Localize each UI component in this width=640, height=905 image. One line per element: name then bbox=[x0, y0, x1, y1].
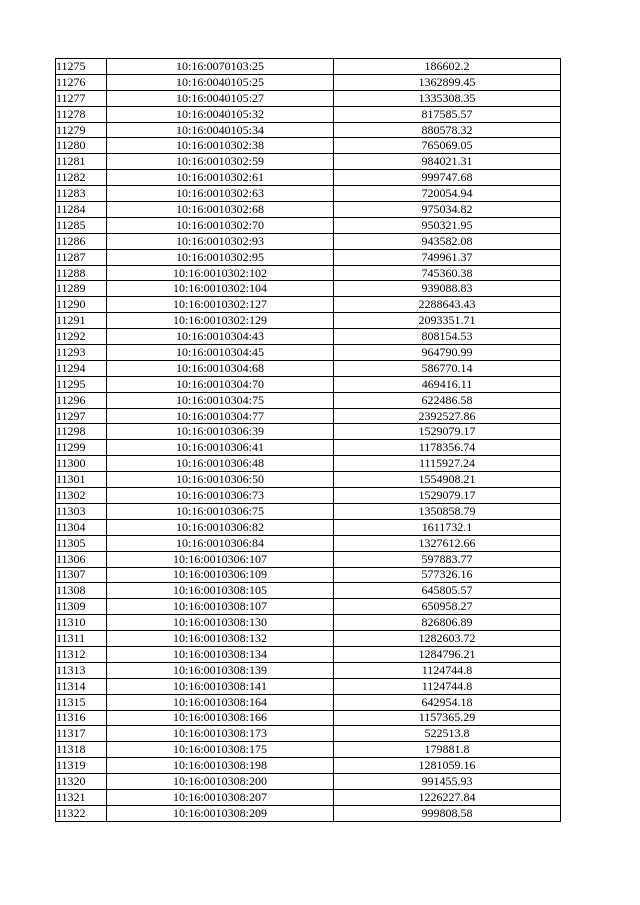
table-row bbox=[56, 567, 561, 583]
table-row bbox=[56, 472, 561, 488]
value-cell: 642954.18 bbox=[334, 694, 561, 710]
row-number-cell: 11292 bbox=[56, 329, 107, 345]
cadastral-number-cell: 10:16:0010302:59 bbox=[107, 154, 334, 170]
cadastral-number-cell: 10:16:0070103:25 bbox=[107, 59, 334, 75]
row-number-cell: 11293 bbox=[56, 345, 107, 361]
table-row bbox=[56, 710, 561, 726]
cadastral-number-cell: 10:16:0010306:48 bbox=[107, 456, 334, 472]
row-number-cell: 11322 bbox=[56, 805, 107, 821]
value-cell: 749961.37 bbox=[334, 249, 561, 265]
cadastral-number-cell: 10:16:0010306:73 bbox=[107, 488, 334, 504]
cadastral-number-cell: 10:16:0010308:164 bbox=[107, 694, 334, 710]
row-number-cell: 11321 bbox=[56, 789, 107, 805]
cadastral-number-cell: 10:16:0010304:43 bbox=[107, 329, 334, 345]
row-number-cell: 11289 bbox=[56, 281, 107, 297]
cadastral-number-cell: 10:16:0010304:45 bbox=[107, 345, 334, 361]
cadastral-number-cell: 10:16:0010308:107 bbox=[107, 599, 334, 615]
cadastral-number-cell: 10:16:0010308:209 bbox=[107, 805, 334, 821]
row-number-cell: 11319 bbox=[56, 758, 107, 774]
row-number-cell: 11294 bbox=[56, 360, 107, 376]
cadastral-number-cell: 10:16:0010304:70 bbox=[107, 376, 334, 392]
value-cell: 1157365.29 bbox=[334, 710, 561, 726]
value-cell: 1362899.45 bbox=[334, 74, 561, 90]
row-number-cell: 11290 bbox=[56, 297, 107, 313]
cadastral-number-cell: 10:16:0010306:50 bbox=[107, 472, 334, 488]
value-cell: 1284796.21 bbox=[334, 646, 561, 662]
table-row bbox=[56, 599, 561, 615]
value-cell: 650958.27 bbox=[334, 599, 561, 615]
row-number-cell: 11276 bbox=[56, 74, 107, 90]
row-number-cell: 11311 bbox=[56, 631, 107, 647]
row-number-cell: 11315 bbox=[56, 694, 107, 710]
value-cell: 2392527.86 bbox=[334, 408, 561, 424]
value-cell: 186602.2 bbox=[334, 59, 561, 75]
row-number-cell: 11314 bbox=[56, 678, 107, 694]
value-cell: 745360.38 bbox=[334, 265, 561, 281]
row-number-cell: 11305 bbox=[56, 535, 107, 551]
row-number-cell: 11320 bbox=[56, 774, 107, 790]
table-row bbox=[56, 789, 561, 805]
value-cell: 586770.14 bbox=[334, 360, 561, 376]
value-cell: 645805.57 bbox=[334, 583, 561, 599]
row-number-cell: 11303 bbox=[56, 503, 107, 519]
cadastral-number-cell: 10:16:0010302:127 bbox=[107, 297, 334, 313]
value-cell: 1124744.8 bbox=[334, 678, 561, 694]
row-number-cell: 11316 bbox=[56, 710, 107, 726]
value-cell: 950321.95 bbox=[334, 217, 561, 233]
table-row bbox=[56, 217, 561, 233]
row-number-cell: 11299 bbox=[56, 440, 107, 456]
value-cell: 1124744.8 bbox=[334, 662, 561, 678]
value-cell: 1282603.72 bbox=[334, 631, 561, 647]
cadastral-number-cell: 10:16:0010302:70 bbox=[107, 217, 334, 233]
value-cell: 999808.58 bbox=[334, 805, 561, 821]
cadastral-number-cell: 10:16:0010304:75 bbox=[107, 392, 334, 408]
row-number-cell: 11278 bbox=[56, 106, 107, 122]
cadastral-number-cell: 10:16:0010302:102 bbox=[107, 265, 334, 281]
value-cell: 1350858.79 bbox=[334, 503, 561, 519]
cadastral-number-cell: 10:16:0040105:32 bbox=[107, 106, 334, 122]
value-cell: 1327612.66 bbox=[334, 535, 561, 551]
row-number-cell: 11283 bbox=[56, 186, 107, 202]
value-cell: 179881.8 bbox=[334, 742, 561, 758]
table-row bbox=[56, 662, 561, 678]
cadastral-number-cell: 10:16:0010308:130 bbox=[107, 615, 334, 631]
cadastral-number-cell: 10:16:0010308:105 bbox=[107, 583, 334, 599]
value-cell: 1529079.17 bbox=[334, 488, 561, 504]
cadastral-number-cell: 10:16:0010306:82 bbox=[107, 519, 334, 535]
row-number-cell: 11309 bbox=[56, 599, 107, 615]
row-number-cell: 11279 bbox=[56, 122, 107, 138]
cadastral-number-cell: 10:16:0010302:129 bbox=[107, 313, 334, 329]
table-row bbox=[56, 805, 561, 821]
cadastral-number-cell: 10:16:0010308:175 bbox=[107, 742, 334, 758]
table-row bbox=[56, 758, 561, 774]
table-row bbox=[56, 726, 561, 742]
value-cell: 964790.99 bbox=[334, 345, 561, 361]
row-number-cell: 11302 bbox=[56, 488, 107, 504]
table-row bbox=[56, 646, 561, 662]
row-number-cell: 11318 bbox=[56, 742, 107, 758]
cadastral-number-cell: 10:16:0010308:141 bbox=[107, 678, 334, 694]
row-number-cell: 11313 bbox=[56, 662, 107, 678]
table-row bbox=[56, 154, 561, 170]
table-row bbox=[56, 59, 561, 75]
cadastral-number-cell: 10:16:0010308:139 bbox=[107, 662, 334, 678]
row-number-cell: 11285 bbox=[56, 217, 107, 233]
table-row bbox=[56, 424, 561, 440]
cadastral-number-cell: 10:16:0010306:41 bbox=[107, 440, 334, 456]
cadastral-number-cell: 10:16:0010306:84 bbox=[107, 535, 334, 551]
value-cell: 469416.11 bbox=[334, 376, 561, 392]
table-row bbox=[56, 583, 561, 599]
table-row bbox=[56, 360, 561, 376]
cadastral-number-cell: 10:16:0010302:63 bbox=[107, 186, 334, 202]
row-number-cell: 11284 bbox=[56, 202, 107, 218]
value-cell: 1335308.35 bbox=[334, 90, 561, 106]
row-number-cell: 11300 bbox=[56, 456, 107, 472]
value-cell: 1529079.17 bbox=[334, 424, 561, 440]
table-row bbox=[56, 186, 561, 202]
row-number-cell: 11282 bbox=[56, 170, 107, 186]
table-row bbox=[56, 202, 561, 218]
value-cell: 975034.82 bbox=[334, 202, 561, 218]
cadastral-number-cell: 10:16:0010304:68 bbox=[107, 360, 334, 376]
row-number-cell: 11291 bbox=[56, 313, 107, 329]
row-number-cell: 11288 bbox=[56, 265, 107, 281]
cadastral-value-table bbox=[55, 58, 561, 822]
value-cell: 826806.89 bbox=[334, 615, 561, 631]
cadastral-number-cell: 10:16:0010302:68 bbox=[107, 202, 334, 218]
table-row bbox=[56, 74, 561, 90]
cadastral-number-cell: 10:16:0010302:104 bbox=[107, 281, 334, 297]
cadastral-number-cell: 10:16:0010308:173 bbox=[107, 726, 334, 742]
table-row bbox=[56, 329, 561, 345]
table-row bbox=[56, 376, 561, 392]
value-cell: 880578.32 bbox=[334, 122, 561, 138]
cadastral-number-cell: 10:16:0040105:34 bbox=[107, 122, 334, 138]
table-row bbox=[56, 313, 561, 329]
table-row bbox=[56, 249, 561, 265]
row-number-cell: 11286 bbox=[56, 233, 107, 249]
value-cell: 597883.77 bbox=[334, 551, 561, 567]
table-row bbox=[56, 106, 561, 122]
table-row bbox=[56, 440, 561, 456]
table-row bbox=[56, 503, 561, 519]
value-cell: 720054.94 bbox=[334, 186, 561, 202]
table-row bbox=[56, 122, 561, 138]
table-row bbox=[56, 138, 561, 154]
table-row bbox=[56, 170, 561, 186]
table-row bbox=[56, 631, 561, 647]
row-number-cell: 11275 bbox=[56, 59, 107, 75]
cadastral-number-cell: 10:16:0010306:107 bbox=[107, 551, 334, 567]
cadastral-number-cell: 10:16:0040105:25 bbox=[107, 74, 334, 90]
cadastral-number-cell: 10:16:0010308:134 bbox=[107, 646, 334, 662]
row-number-cell: 11297 bbox=[56, 408, 107, 424]
row-number-cell: 11312 bbox=[56, 646, 107, 662]
row-number-cell: 11317 bbox=[56, 726, 107, 742]
value-cell: 765069.05 bbox=[334, 138, 561, 154]
cadastral-number-cell: 10:16:0010302:93 bbox=[107, 233, 334, 249]
cadastral-number-cell: 10:16:0010308:166 bbox=[107, 710, 334, 726]
table-row bbox=[56, 345, 561, 361]
row-number-cell: 11296 bbox=[56, 392, 107, 408]
value-cell: 1554908.21 bbox=[334, 472, 561, 488]
table-body bbox=[56, 59, 561, 822]
value-cell: 2288643.43 bbox=[334, 297, 561, 313]
row-number-cell: 11307 bbox=[56, 567, 107, 583]
row-number-cell: 11301 bbox=[56, 472, 107, 488]
value-cell: 1226227.84 bbox=[334, 789, 561, 805]
value-cell: 939088.83 bbox=[334, 281, 561, 297]
cadastral-number-cell: 10:16:0010302:61 bbox=[107, 170, 334, 186]
cadastral-number-cell: 10:16:0010306:109 bbox=[107, 567, 334, 583]
value-cell: 522513.8 bbox=[334, 726, 561, 742]
table-row bbox=[56, 265, 561, 281]
row-number-cell: 11298 bbox=[56, 424, 107, 440]
cadastral-number-cell: 10:16:0010308:132 bbox=[107, 631, 334, 647]
value-cell: 817585.57 bbox=[334, 106, 561, 122]
value-cell: 577326.16 bbox=[334, 567, 561, 583]
row-number-cell: 11281 bbox=[56, 154, 107, 170]
table-row bbox=[56, 456, 561, 472]
value-cell: 2093351.71 bbox=[334, 313, 561, 329]
row-number-cell: 11304 bbox=[56, 519, 107, 535]
table-row bbox=[56, 519, 561, 535]
table-row bbox=[56, 535, 561, 551]
table-row bbox=[56, 233, 561, 249]
value-cell: 991455.93 bbox=[334, 774, 561, 790]
table-row bbox=[56, 90, 561, 106]
table-row bbox=[56, 678, 561, 694]
value-cell: 984021.31 bbox=[334, 154, 561, 170]
table-row bbox=[56, 297, 561, 313]
value-cell: 808154.53 bbox=[334, 329, 561, 345]
table-row bbox=[56, 742, 561, 758]
value-cell: 999747.68 bbox=[334, 170, 561, 186]
value-cell: 1178356.74 bbox=[334, 440, 561, 456]
table-row bbox=[56, 551, 561, 567]
table-row bbox=[56, 281, 561, 297]
cadastral-number-cell: 10:16:0010306:75 bbox=[107, 503, 334, 519]
table-row bbox=[56, 694, 561, 710]
value-cell: 1115927.24 bbox=[334, 456, 561, 472]
row-number-cell: 11306 bbox=[56, 551, 107, 567]
cadastral-number-cell: 10:16:0010306:39 bbox=[107, 424, 334, 440]
value-cell: 943582.08 bbox=[334, 233, 561, 249]
table-row bbox=[56, 408, 561, 424]
cadastral-number-cell: 10:16:0010308:200 bbox=[107, 774, 334, 790]
row-number-cell: 11277 bbox=[56, 90, 107, 106]
row-number-cell: 11308 bbox=[56, 583, 107, 599]
row-number-cell: 11287 bbox=[56, 249, 107, 265]
cadastral-number-cell: 10:16:0010308:198 bbox=[107, 758, 334, 774]
value-cell: 1281059.16 bbox=[334, 758, 561, 774]
cadastral-number-cell: 10:16:0010304:77 bbox=[107, 408, 334, 424]
cadastral-number-cell: 10:16:0040105:27 bbox=[107, 90, 334, 106]
cadastral-number-cell: 10:16:0010308:207 bbox=[107, 789, 334, 805]
table-row bbox=[56, 392, 561, 408]
row-number-cell: 11310 bbox=[56, 615, 107, 631]
value-cell: 1611732.1 bbox=[334, 519, 561, 535]
table-row bbox=[56, 488, 561, 504]
row-number-cell: 11280 bbox=[56, 138, 107, 154]
cadastral-number-cell: 10:16:0010302:38 bbox=[107, 138, 334, 154]
value-cell: 622486.58 bbox=[334, 392, 561, 408]
row-number-cell: 11295 bbox=[56, 376, 107, 392]
cadastral-number-cell: 10:16:0010302:95 bbox=[107, 249, 334, 265]
table-row bbox=[56, 774, 561, 790]
table-row bbox=[56, 615, 561, 631]
